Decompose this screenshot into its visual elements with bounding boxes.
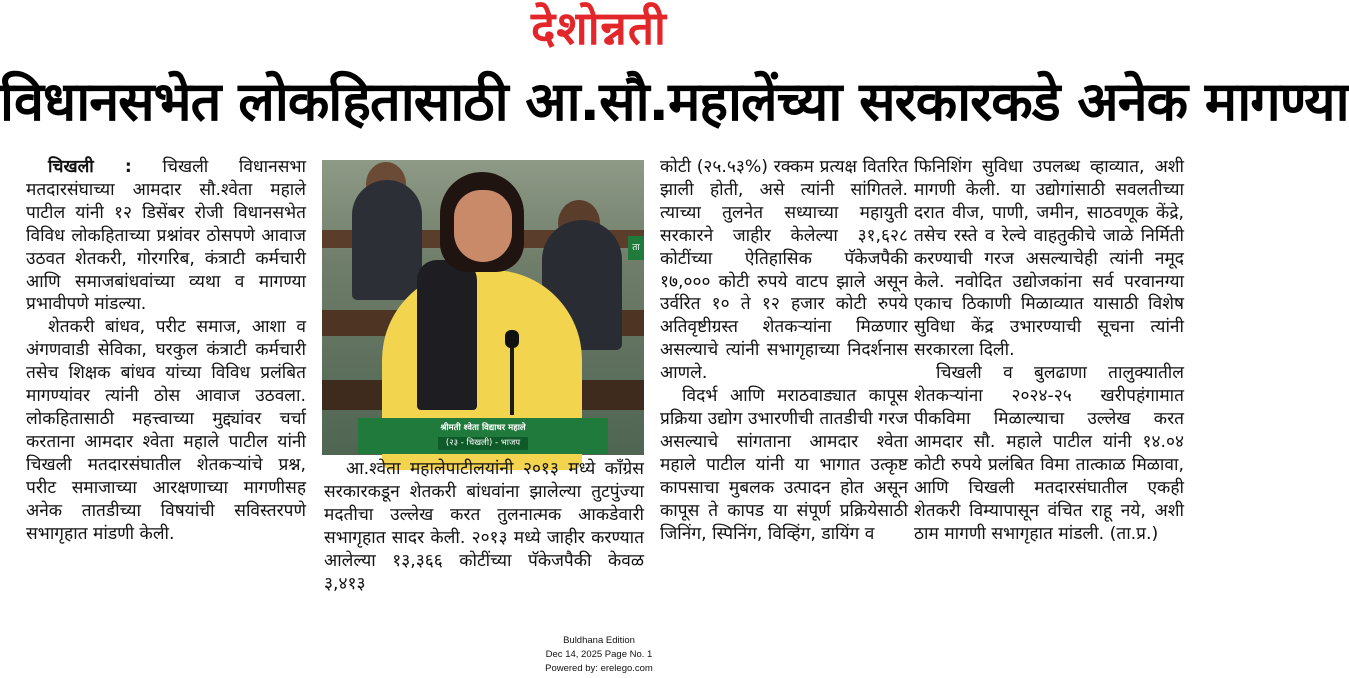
- photo-caption-party: (२३ - चिखली) - भाजप: [438, 437, 528, 450]
- footer-date-page: Dec 14, 2025 Page No. 1: [545, 649, 653, 660]
- article-dateline: चिखली :: [48, 157, 132, 177]
- article-paragraph-7: चिखली व बुलढाणा तालुक्यातील शेतकऱ्यांना २०२४-२५ खरीपहंगामात पीकविमा मिळाल्याचा उल्लेख करत आमदार सौ. महाले पाटील यांनी १४.०४ कोटी रुपये प्रलंबित विमा तात्काळ मिळावा, आणि चिखली मतदारसंघातील एकही शेतकरी विम्यापासून वंचित राहू नये, अशी ठाम मागणी सभागृहात मांडली. (ता.प्र.): [914, 363, 1184, 544]
- article-column-4: [914, 156, 1184, 545]
- photo-caption-plate: [358, 418, 608, 454]
- photo-caption-name: श्रीमती श्वेता विद्याधर महाले: [440, 423, 526, 433]
- channel-logo-tag: ता: [628, 236, 644, 260]
- article-headline: विधानसभेत लोकहितासाठी आ.सौ.महालेंच्या सरकारकडे अनेक मागण्या: [0, 70, 1349, 133]
- article-column-3: [660, 156, 908, 545]
- article-column-2: [324, 458, 644, 595]
- article-paragraph-2: शेतकरी बांधव, परीट समाज, आशा व अंगणवाडी सेविका, घरकुल कंत्राटी कर्मचारी तसेच शिक्षक बांधव यांच्या विविध प्रलंबित मागण्यांवर त्यांनी ठोस आवाज उठवला. लोकहितासाठी महत्त्वाच्या मुद्द्यांवर चर्चा करताना आमदार श्वेता महाले पाटील यांनी चिखली मतदारसंघातील शेतकऱ्यांचे प्रश्न, परीट समाजाच्या आरक्षणाच्या मागणीसह अनेक तातडीच्या विषयांची सविस्तरपणे सभागृहात मांडणी केली.: [26, 317, 306, 544]
- article-paragraph-5: विदर्भ आणि मराठवाड्यात कापूस प्रक्रिया उद्योग उभारणीची तातडीची गरज असल्याचे सांगताना आमदार श्वेता महाले पाटील यांनी या भागात उत्कृष्ट कापसाचा मुबलक उत्पादन होत असून कापूस ते कापड या संपूर्ण प्रक्रियेसाठी जिनिंग, स्पिनिंग, विव्हिंग, डायिंग व: [660, 386, 908, 544]
- microphone-head: [505, 330, 519, 348]
- article-paragraph-1: [26, 156, 306, 316]
- photo-background-person: [352, 180, 422, 300]
- footer-powered-by: Powered by: erelego.com: [545, 663, 653, 674]
- page-footer: [0, 634, 1198, 676]
- article-photo: [322, 160, 644, 455]
- article-paragraph-1-text: चिखली विधानसभा मतदारसंघाच्या आमदार सौ.श्वेता महाले पाटील यांनी १२ डिसेंबर रोजी विधानसभेत विविध लोकहिताच्या प्रश्नांवर ठोसपणे आवाज उठवत शेतकरी, गोरगरिब, कंत्राटी कर्मचारी आणि समाजबांधवांच्या व्यथा व मागण्या प्रभावीपणे मांडल्या.: [26, 157, 306, 315]
- photo-speaker-face: [454, 190, 512, 262]
- article-column-1: [26, 156, 306, 545]
- article-paragraph-4: कोटी (२५.५३%) रक्कम प्रत्यक्ष वितरित झाली होती, असे त्यांनी सांगितले. त्याच्या तुलनेत सध्याच्या महायुती सरकारने जाहीर केलेल्या ३१,६२८ कोटींच्या ऐतिहासिक पॅकेजपैकी १७,००० कोटी रुपये वाटप झाले असून उर्वरित १० ते १२ हजार कोटी रुपये अतिवृष्टीग्रस्त शेतकऱ्यांना मिळणार असल्याचे त्यांनी सभागृहाच्या निदर्शनास आणले.: [660, 157, 908, 384]
- footer-edition: Buldhana Edition: [563, 635, 635, 646]
- article-paragraph-6: फिनिशिंग सुविधा उपलब्ध व्हाव्यात, अशी मागणी केली. या उद्योगांसाठी सवलतीच्या दरात वीज, पाणी, जमीन, साठवणूक केंद्रे, तसेच रस्ते व रेल्वे वाहतुकीचे जाळे निर्मिती करण्याची गरज असल्याचेही त्यांनी नमूद केले. नवोदित उद्योजकांना सर्व परवानग्या एकाच ठिकाणी मिळाव्यात यासाठी विशेष सुविधा केंद्र उभारण्याची सूचना त्यांनी सरकारला दिली.: [914, 157, 1184, 361]
- masthead-title: देशोन्नती: [531, 1, 667, 55]
- newspaper-masthead: [0, 0, 1198, 58]
- photo-speaker-vest: [417, 260, 477, 410]
- article-paragraph-3: आ.श्वेता महालेपाटीलयांनी २०१३ मध्ये काँग्रेस सरकारकडून शेतकरी बांधवांना झालेल्या तुटपुंज्या मदतीचा उल्लेख करत तुलनात्मक आकडेवारी सभागृहात सादर केली. २०१३ मध्ये जाहीर करण्यात आलेल्या १३,३६६ कोटींच्या पॅकेजपैकी केवळ ३,४१३: [324, 459, 644, 594]
